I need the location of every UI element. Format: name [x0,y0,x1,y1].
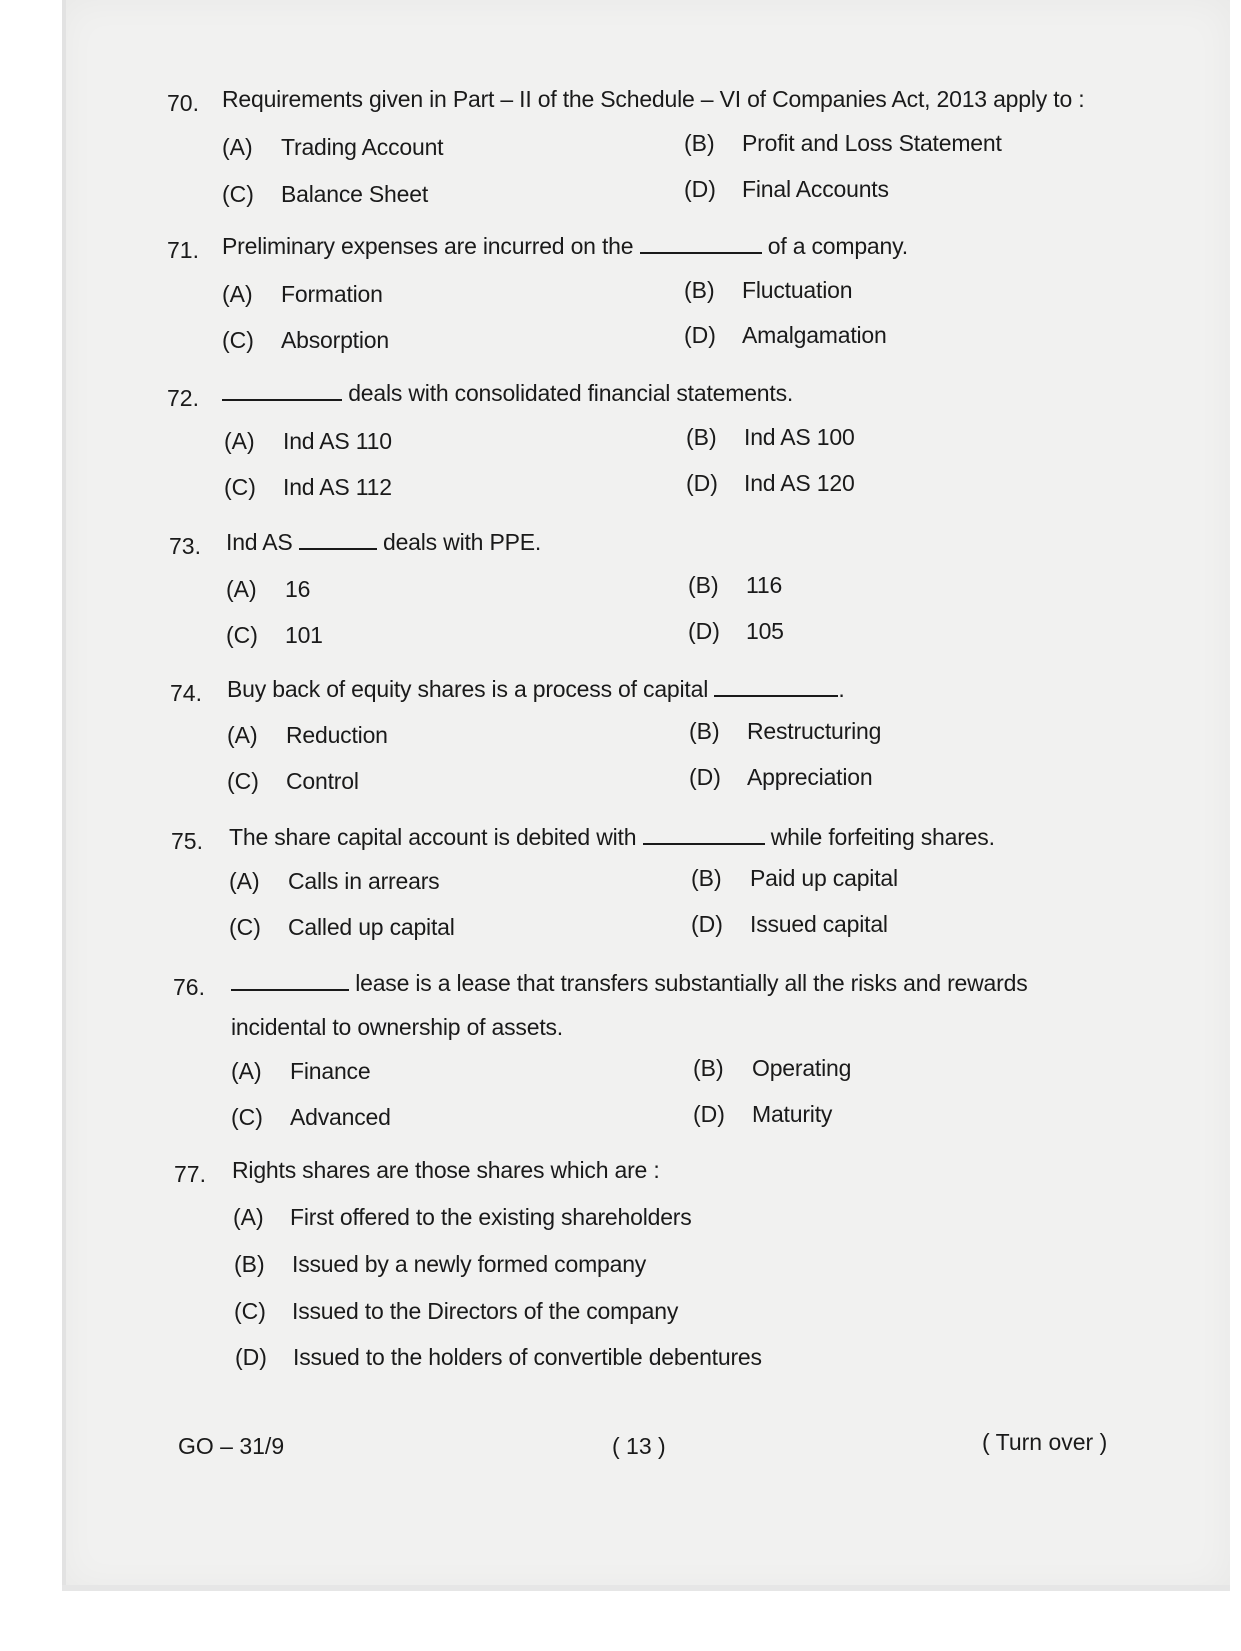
question-text-before: Buy back of equity shares is a process of capital [227,676,709,702]
option-letter: (C) [234,1298,266,1324]
option-letter: (A) [226,576,257,602]
option-text: 116 [746,572,783,598]
option-text: Calls in arrears [288,868,440,894]
option-text: Operating [752,1055,852,1081]
option-letter: (B) [691,865,722,891]
option-letter: (B) [234,1251,265,1277]
question-number: 72. [167,385,199,411]
question-number: 71. [167,237,199,263]
question-text-after: . [838,676,845,702]
option-text: 105 [746,618,784,644]
question-number: 77. [174,1161,206,1187]
option-text: Ind AS 120 [744,470,855,496]
option-letter: (D) [684,176,716,202]
option-letter: (A) [227,722,258,748]
option-text: Ind AS 112 [283,474,392,500]
option-letter: (A) [231,1058,262,1084]
option-text: Reduction [286,722,388,748]
option-letter: (D) [235,1344,267,1370]
question-text-after: lease is a lease that transfers substantially all the risks and rewards [355,970,1028,996]
option-letter: (D) [691,911,723,937]
option-text: 101 [285,622,323,648]
option-letter: (A) [229,868,260,894]
question-number: 73. [169,533,201,559]
option-letter: (C) [227,768,259,794]
question-text [222,233,908,260]
paper-code: GO – 31/9 [178,1433,285,1459]
option-letter: (C) [231,1104,263,1130]
option-text: Restructuring [747,718,882,744]
question-text-before: Preliminary expenses are incurred on the [222,233,634,259]
option-letter: (B) [688,572,719,598]
option-text: Final Accounts [742,176,889,202]
option-letter: (A) [224,428,255,454]
question-number: 76. [173,974,205,1000]
option-letter: (B) [684,277,715,303]
paper-bottom-edge [62,1585,1230,1591]
question-text-before: The share capital account is debited with [229,824,637,850]
answer-blank [643,825,765,845]
question-text [227,676,845,703]
paper-edge [62,0,66,1590]
question-number: 70. [167,90,199,116]
question-text-line2: incidental to ownership of assets. [231,1014,564,1040]
answer-blank [222,381,342,401]
question-text-after: deals with consolidated financial statements. [348,380,794,406]
answer-blank [640,234,762,254]
option-letter: (B) [693,1055,724,1081]
option-letter: (D) [686,470,718,496]
option-letter: (C) [222,181,254,207]
option-letter: (D) [693,1101,725,1127]
option-text: Issued to the holders of convertible debentures [293,1344,762,1370]
option-letter: (D) [688,618,720,644]
option-letter: (C) [226,622,258,648]
option-text: Amalgamation [742,322,887,348]
question-text [226,529,541,556]
option-text: Advanced [290,1104,391,1130]
option-text: Issued by a newly formed company [292,1251,647,1277]
page-number: ( 13 ) [612,1433,666,1459]
option-text: Formation [281,281,383,307]
option-text: Appreciation [747,764,873,790]
option-text: Ind AS 100 [744,424,855,450]
option-text: Ind AS 110 [283,428,392,454]
answer-blank [299,530,377,550]
option-text: Maturity [752,1101,833,1127]
option-text: Trading Account [281,134,444,160]
option-letter: (C) [222,327,254,353]
option-text: Called up capital [288,914,455,940]
option-letter: (B) [689,718,720,744]
option-text: First offered to the existing shareholders [290,1204,692,1230]
option-text: Paid up capital [750,865,898,891]
option-letter: (A) [222,134,253,160]
option-letter: (B) [684,130,715,156]
question-number: 75. [171,828,203,854]
option-letter: (A) [233,1204,264,1230]
option-text: Control [286,768,359,794]
option-letter: (C) [224,474,256,500]
question-text [231,970,1028,997]
option-letter: (C) [229,914,261,940]
option-text: 16 [285,576,311,602]
answer-blank [714,677,838,697]
question-text [222,380,793,407]
option-letter: (A) [222,281,253,307]
option-letter: (D) [684,322,716,348]
question-text-before: Ind AS [226,529,293,555]
answer-blank [231,971,349,991]
question-text-after: deals with PPE. [382,529,542,555]
turn-over-note: ( Turn over ) [982,1429,1108,1455]
question-text: Requirements given in Part – II of the Schedule – VI of Companies Act, 2013 apply to : [222,86,1085,112]
option-letter: (B) [686,424,717,450]
option-text: Finance [290,1058,371,1084]
question-text-after: while forfeiting shares. [770,824,995,850]
option-text: Issued capital [750,911,888,937]
option-text: Profit and Loss Statement [742,130,1002,156]
option-text: Issued to the Directors of the company [292,1298,679,1324]
option-letter: (D) [689,764,721,790]
option-text: Fluctuation [742,277,853,303]
option-text: Balance Sheet [281,181,429,207]
option-text: Absorption [281,327,389,353]
question-text: Rights shares are those shares which are : [232,1157,660,1183]
question-text-after: of a company. [767,233,908,259]
question-number: 74. [170,680,202,706]
question-text [229,824,995,851]
